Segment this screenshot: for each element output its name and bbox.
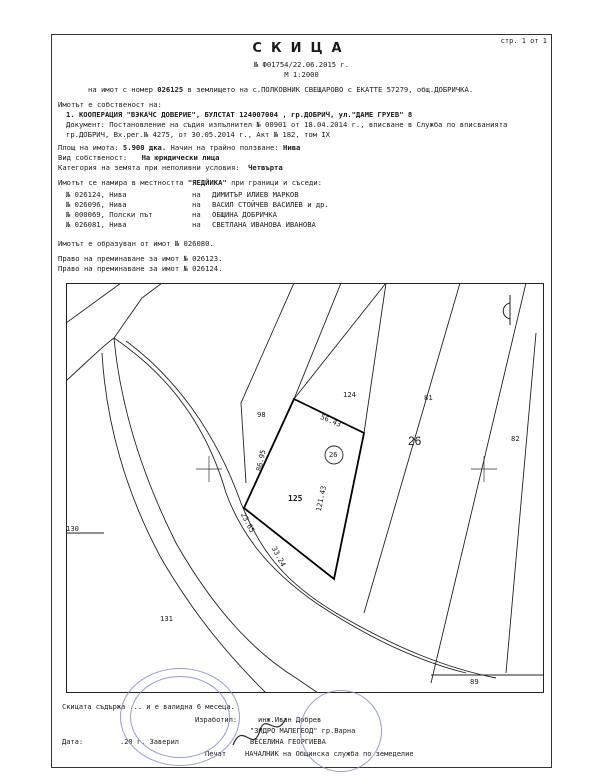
cross-markers bbox=[196, 456, 497, 482]
ownership-row: Вид собственост: На юридически лица bbox=[58, 153, 220, 162]
neighbor-parcel-label: 124 bbox=[343, 390, 356, 399]
use-value: Нива bbox=[283, 143, 301, 152]
owner-line-3: гр.ДОБРИЧ, Вх.рег.№ 4275, от 30.05.2014 г., Акт № 182, том IX bbox=[66, 130, 330, 139]
category-value: Четвърта bbox=[248, 163, 283, 172]
category-row: Категория на земята при неполивни условия: Четвърта bbox=[58, 163, 283, 172]
neighbor-na: на bbox=[192, 190, 201, 199]
neighbor-id: № 026124, Нива bbox=[66, 190, 127, 199]
parcel-number: 026125 bbox=[157, 85, 184, 94]
validity-note: Скицата съдържа ... и е валидна 6 месеца. bbox=[62, 703, 235, 711]
neighbor-id: № 000069, Полски път bbox=[66, 210, 153, 219]
dimension-label: 23.65 bbox=[238, 510, 257, 535]
parcel-label: 125 bbox=[288, 494, 303, 503]
date-value: .20 г. Заверил bbox=[120, 738, 180, 746]
neighbor-na: на bbox=[192, 200, 201, 209]
neighbor-owner: ОБЩИНА ДОБРИЧКА bbox=[212, 210, 277, 219]
neighbor-id: № 026096, Нива bbox=[66, 200, 127, 209]
neighbor-parcel-label: 98 bbox=[257, 410, 266, 419]
owner-line-2: Документ: Постановление на съдия изпълнител № 00901 от 18.04.2014 г., вписване в Служба по вписванията bbox=[66, 120, 508, 129]
intro-prefix: на имот с номер bbox=[88, 85, 153, 94]
location-row: Имотът се намира в местността "ЯЕДЙИКА" при граници и съседи: bbox=[58, 178, 322, 187]
boundary-line bbox=[241, 283, 294, 483]
intro-suffix: в землището на с.ПОЛКОВНИК СВЕЩАРОВО с ЕКАТТЕ 57279, общ.ДОБРИЧКА. bbox=[187, 85, 474, 94]
neighbor-parcel-label: 131 bbox=[160, 614, 173, 623]
neighbor-owner: ВАСИЛ СТОЙЧЕВ ВАСИЛЕВ и др. bbox=[212, 200, 329, 209]
boundary-line bbox=[66, 283, 162, 381]
boundary-line bbox=[506, 333, 536, 673]
right-of-way-note-1: Право на преминаване за имот № 026123. bbox=[58, 254, 223, 263]
firm-name: "ЗИДРО МАПЕГЕОД" гр.Варна bbox=[250, 727, 356, 735]
area-value: 5.900 дка. bbox=[122, 143, 167, 152]
neighbor-id: № 026081, Нива bbox=[66, 220, 127, 229]
prepared-name: инж.Иван Добрев bbox=[258, 716, 322, 724]
right-of-way-note-2: Право на преминаване за имот № 026124. bbox=[58, 264, 223, 273]
dimension-label: 56.43 bbox=[319, 412, 343, 429]
verified-name: ВЕСЕЛИНА ГЕОРГИЕВА bbox=[250, 738, 326, 746]
neighbor-owner: СВЕТЛАНА ИВАНОВА ИВАНОВА bbox=[212, 220, 316, 229]
parcel-125-outline bbox=[244, 399, 364, 579]
field-road-edge bbox=[126, 341, 496, 678]
boundary-line bbox=[364, 283, 386, 433]
neighbor-parcel-label: 82 bbox=[511, 434, 520, 443]
scale-label: М 1:2000 bbox=[284, 70, 319, 79]
neighbor-na: на bbox=[192, 210, 201, 219]
area-row: Площ на имота: 5.900 дка. Начин на трайно ползване: Нива bbox=[58, 143, 301, 152]
owner-heading: Имотът е собственост на: bbox=[58, 100, 162, 109]
parcel-boundaries bbox=[66, 283, 544, 693]
boundary-line bbox=[294, 283, 386, 399]
boundary-line bbox=[66, 283, 121, 323]
page-number: стр. 1 от 1 bbox=[500, 37, 547, 45]
formed-from-note: Имотът е образуван от имот № 026080. bbox=[58, 239, 214, 248]
dimension-label: 33.24 bbox=[269, 544, 288, 569]
locality-name: "ЯЕДЙИКА" bbox=[187, 178, 227, 187]
boundary-line bbox=[294, 283, 341, 399]
neighbor-parcel-label: 89 bbox=[470, 677, 479, 686]
municipal-stamp-seal bbox=[300, 690, 382, 772]
block-circle-label: 26 bbox=[329, 451, 338, 459]
road-outer-edge bbox=[114, 338, 318, 693]
dimension-label: 86.95 bbox=[254, 448, 268, 473]
neighbor-na: на bbox=[192, 220, 201, 229]
neighbor-parcel-label: 81 bbox=[424, 393, 433, 402]
dimension-label: 121.43 bbox=[313, 484, 329, 513]
ownership-value: На юридически лица bbox=[141, 153, 220, 162]
prepared-label: Изработил: bbox=[195, 716, 238, 724]
block-number: 26 bbox=[408, 434, 422, 448]
neighbor-parcel-label: 130 bbox=[66, 524, 79, 533]
intro-line bbox=[88, 85, 473, 94]
boundary-line bbox=[431, 283, 526, 683]
document-title: СКИЦА bbox=[252, 41, 351, 56]
sketch-number: № Ф01754/22.06.2015 г. bbox=[253, 60, 350, 69]
neighbor-owner: ДИМИТЪР ИЛИЕВ МАРКОВ bbox=[212, 190, 299, 199]
map-frame bbox=[67, 284, 544, 693]
cadastral-map bbox=[66, 283, 544, 693]
date-label: Дата: bbox=[62, 738, 84, 746]
north-arrow-icon bbox=[503, 295, 510, 325]
stamp-label: Печат bbox=[205, 750, 227, 758]
owner-line-1: 1. КООПЕРАЦИЯ "ВЭКАЧС ДОВЕРИЕ", БУЛСТАТ 124007004 , гр.ДОБРИЧ, ул."ДАМЕ ГРУЕВ" 8 bbox=[66, 110, 413, 119]
signature-mark bbox=[228, 700, 298, 760]
official-stamp-inner bbox=[130, 676, 230, 758]
chief-title: НАЧАЛНИК на Общинска служба по земеделие bbox=[245, 750, 414, 758]
